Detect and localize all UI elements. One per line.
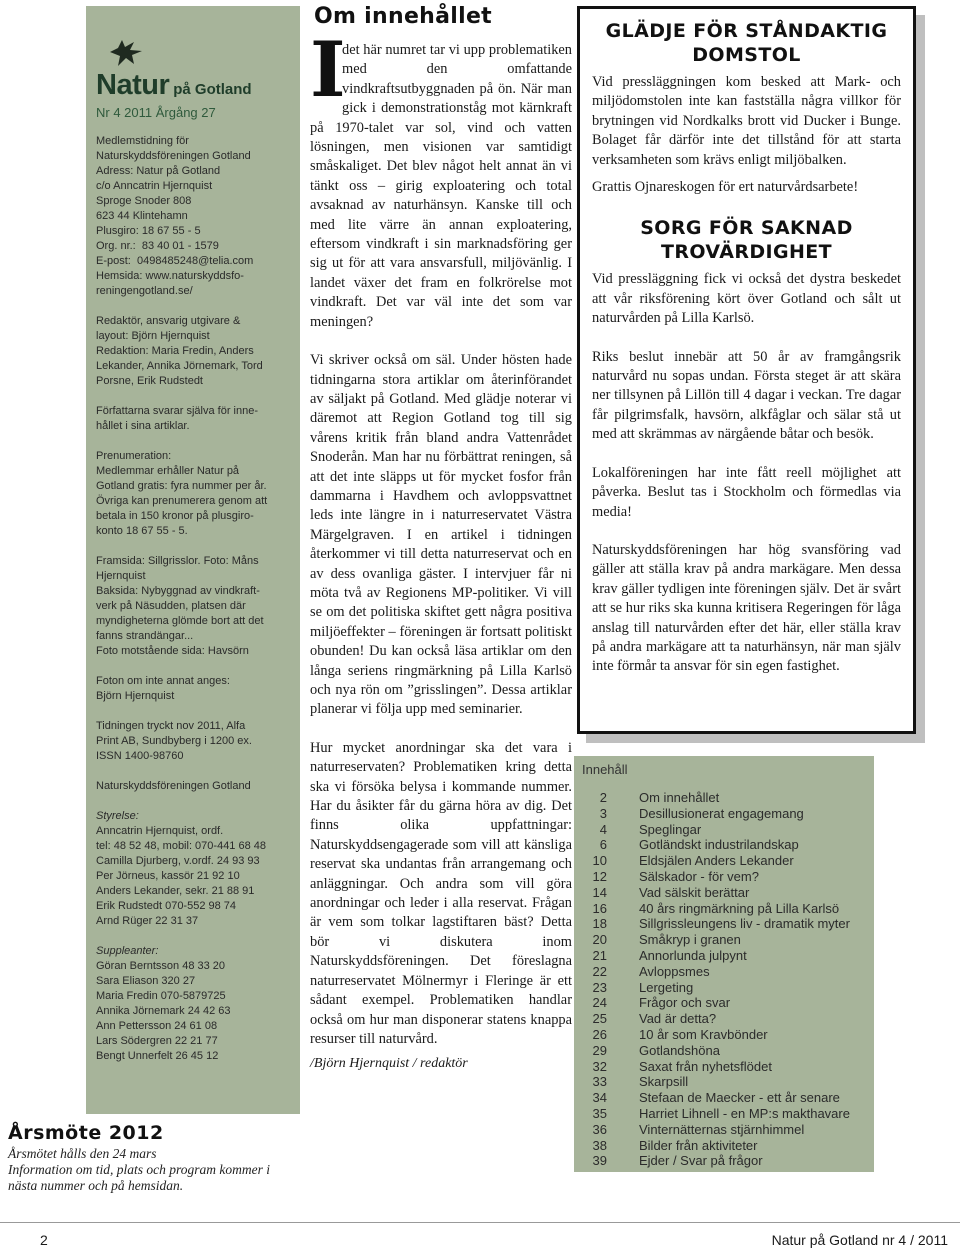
contact-line: Plusgiro: 18 67 55 - 5 xyxy=(96,225,201,237)
masthead-title: Natur xyxy=(96,69,170,101)
toc-item-label: Småkryp i granen xyxy=(639,932,741,948)
toc-item xyxy=(574,790,874,806)
suppleanter-list xyxy=(96,959,290,1064)
toc-item-label: Vinternätternas stjärnhimmel xyxy=(639,1121,805,1137)
prenumeration-line: betala in 150 kronor på plusgiro- xyxy=(96,510,254,522)
toc-item xyxy=(574,964,874,980)
arsmote-text: Årsmötet hålls den 24 mars Information om tid, plats och program kommer i nästa nummer och på hemsidan. xyxy=(8,1146,270,1193)
toc-page-number: 4 xyxy=(599,821,607,837)
prenumeration-line: Medlemmar erhåller Natur på xyxy=(96,465,240,477)
toc-item-label: Om innehållet xyxy=(639,790,720,805)
toc-item-label: Annorlunda julpynt xyxy=(639,947,747,963)
toc-page-number: 35 xyxy=(592,1105,607,1121)
toc-item xyxy=(574,837,874,853)
toc-item-label: Saxat från nyhetsflödet xyxy=(639,1058,772,1074)
photo-credit-line: Baksida: Nybyggnad av vindkraft- xyxy=(96,585,260,597)
toc-item-label: Stefaan de Maecker - ett år senare xyxy=(639,1090,840,1106)
photo-credits-block xyxy=(96,554,290,659)
toc-item-label: 10 år som Kravbönder xyxy=(639,1026,768,1042)
styrelse-member: Anders Lekander, sekr. 21 88 91 xyxy=(96,885,255,897)
suppleanter-label: Suppleanter: xyxy=(96,945,159,957)
issue-line: Nr 4 2011 Årgång 27 xyxy=(96,105,216,120)
toc-item xyxy=(574,1153,874,1169)
photo-default-line: Foton om inte annat anges: xyxy=(96,675,230,687)
toc-page-number: 33 xyxy=(592,1074,607,1090)
toc-page-number: 21 xyxy=(592,947,607,963)
contact-line: Hemsida: www.naturskyddsfo- xyxy=(96,270,244,282)
toc-title: Innehåll xyxy=(582,762,628,777)
photo-credit-line: myndigheterna glömde bort att det xyxy=(96,615,264,627)
authors-note-line: Författarna svarar själva för inne- xyxy=(96,405,259,417)
suppleant-member: Maria Fredin 070-5879725 xyxy=(96,990,226,1002)
contact-line: 623 44 Klintehamn xyxy=(96,210,188,222)
toc-item xyxy=(574,948,874,964)
toc-item xyxy=(574,806,874,822)
toc-page-number: 16 xyxy=(592,900,607,916)
styrelse-label: Styrelse: xyxy=(96,810,139,822)
toc-item-label: Speglingar xyxy=(639,821,702,837)
contact-block xyxy=(96,134,290,299)
toc-item xyxy=(574,901,874,917)
editorial-paragraph-1-text: det här numret tar vi upp problematiken med den omfattande vindkraftsutbyggnaden på ön. När man gick i demonstrationståg mot kärnkraft på 1970-talet var sol, vind och vatten lösningen, men visionen var samtidigt småskaliget. Det blev något helt annat än vi tänkt oss – girig exploatering och total avsaknad av naturhänsyn. Kanske till och med lite värre än annan exploatering, eftersom vindkraft i sin marknadsföring ger sig ut för att vara ansvarsfull, miljövänlig. I landet växer det fram en folkrörelse mot vindkraft. Det var väl inte det som var meningen? xyxy=(310,42,572,330)
toc-item xyxy=(574,1027,874,1043)
toc-page-number: 38 xyxy=(592,1137,607,1153)
prenumeration-line: Gotland gratis: fyra nummer per år. xyxy=(96,480,267,492)
page-number: 2 xyxy=(40,1232,48,1248)
contact-line: Medlemstidning för xyxy=(96,135,189,147)
toc-item-label: 40 års ringmärkning på Lilla Karlsö xyxy=(639,900,840,916)
suppleant-member: Annika Jörnemark 24 42 63 xyxy=(96,1005,231,1017)
suppleant-member: Lars Södergren 22 21 77 xyxy=(96,1035,218,1047)
toc-page-number: 29 xyxy=(592,1042,607,1058)
prenumeration-block xyxy=(96,449,290,539)
suppleant-member: Bengt Unnerfelt 26 45 12 xyxy=(96,1050,219,1062)
toc-item xyxy=(574,932,874,948)
toc-item xyxy=(574,1138,874,1154)
toc-item xyxy=(574,916,874,932)
toc-item xyxy=(574,1011,874,1027)
photo-credit-line: Hjernquist xyxy=(96,570,146,582)
authors-note-line: hållet i sina artiklar. xyxy=(96,420,190,432)
toc-page-number: 3 xyxy=(599,805,607,821)
editorial-paragraph-3: Hur mycket anordningar ska det vara i naturreservaten? Problematiken kring detta ska vi försöka belysa i kommande nummer. Har du åsikter får du gärna höra av dig. Det finns olika uppfattningar: Naturskyddsengagerade som vill att känsliga reservat ska undantas från arrangemang och anläggningar. Och andra som vill göra anordningar och leder i alla reservat. Frågan är vem som tolkar lagstiftaren bäst? Detta bör vi diskutera inom Naturskyddsföreningen. Det föreslagna naturreservatet Mölnermyr i Fleringe är ett sådant exempel. Problematiken handlar också om hur man disponerar statens knappa resurser till naturvård. xyxy=(310,739,572,1047)
footer-publication: Natur på Gotland nr 4 / 2011 xyxy=(771,1232,948,1248)
toc-item xyxy=(574,1043,874,1059)
styrelse-member: tel: 48 52 48, mobil: 070-441 68 48 xyxy=(96,840,267,852)
box-headline-2: SORG FÖR SAKNAD TROVÄRDIGHET xyxy=(640,217,853,264)
suppleant-member: Sara Eliason 320 27 xyxy=(96,975,196,987)
photo-credit-line: fanns strandängar... xyxy=(96,630,194,642)
styrelse-member: Anncatrin Hjernquist, ordf. xyxy=(96,825,224,837)
toc-item-label: Gotlandshöna xyxy=(639,1042,720,1058)
toc-item-label: Desillusionerat engagemang xyxy=(639,805,804,821)
toc-item-label: Eldsjälen Anders Lekander xyxy=(639,853,794,869)
editorial-paragraph-2: Vi skriver också om säl. Under hösten hade tidningarna stora artiklar om återinförandet av säljakt på Gotland. Med glädje noterar vi däremot att Region Gotland tog till sig vårens kritik från bland andra Vattenrådet Snoderån. Man har nu förbättrat reningen, så att det inte släpps ut för mycket fosfor från dammarna i Havdhem och avloppsvattnet leds inte längre in i naturreservatet Västra Märgelgraven. I en artikel i tidningen återkommer vi till detta naturreservat och en av dess ovanliga gäster. I intervjuer får ni möta två av Regionens MP-politiker. Vi vill se om det politiska skiftet gett några positiva miljöeffekter – föreningen är fortsatt politiskt obunden! Du kan också läsa artiklar om den långa seriens ringmärkning på Lilla Karlsö och nya rön om ”grisslingen”. Dessa artiklar planerar vi följa upp med seminarier. xyxy=(310,352,572,718)
printing-line: Print AB, Sundbyberg i 1200 ex. xyxy=(96,735,252,747)
prenumeration-line: Prenumeration: xyxy=(96,450,172,462)
contact-line: Adress: Natur på Gotland xyxy=(96,165,221,177)
arsmote-title: Årsmöte 2012 xyxy=(8,1122,164,1144)
editors-line: Redaktör, ansvarig utgivare & xyxy=(96,315,241,327)
toc-page-number: 32 xyxy=(592,1058,607,1074)
prenumeration-line: Övriga kan prenumerera genom att xyxy=(96,495,268,507)
toc-item-label: Frågor och svar xyxy=(639,995,731,1011)
editors-line: Redaktion: Maria Fredin, Anders xyxy=(96,345,254,357)
toc-page-number: 24 xyxy=(592,995,607,1011)
suppleant-member: Göran Berntsson 48 33 20 xyxy=(96,960,226,972)
masthead-subtitle: på Gotland xyxy=(173,81,252,98)
editorial-column xyxy=(310,4,572,1072)
toc-item-label: Harriet Lihnell - en MP:s makthavare xyxy=(639,1105,850,1121)
bird-logo-icon xyxy=(108,38,144,68)
styrelse-member: Erik Rudstedt 070-552 98 74 xyxy=(96,900,237,912)
toc-item xyxy=(574,1074,874,1090)
news-box xyxy=(577,6,916,734)
toc-item xyxy=(574,869,874,885)
toc-item xyxy=(574,853,874,869)
suppleant-member: Ann Pettersson 24 61 08 xyxy=(96,1020,218,1032)
box-paragraph-5: Naturskyddsföreningen har hög svansföring vad gäller att ställa krav på andra markägare. Men dessa krav gäller tydligen inte föreningen själv. Det är svårt att se hur riks ska kunna kritisera Regeringen för låga anslag till naturvården efter det här, eller ställa krav på andra markägare att ta naturhänsyn, när man själv inte förmår ta ansvar för sin egen fastighet. xyxy=(592,541,901,675)
photo-default-line: Björn Hjernquist xyxy=(96,690,175,702)
toc-item xyxy=(574,1106,874,1122)
toc-item-label: Sälskador - för vem? xyxy=(639,868,759,884)
toc-item-label: Sillgrissleungens liv - dramatik myter xyxy=(639,916,850,932)
arsmote-notice xyxy=(8,1122,300,1194)
toc-page-number: 10 xyxy=(592,853,607,869)
toc-page-number: 25 xyxy=(592,1011,607,1027)
editors-line: layout: Björn Hjernquist xyxy=(96,330,210,342)
toc-item xyxy=(574,980,874,996)
contact-line: Sproge Snoder 808 xyxy=(96,195,192,207)
contact-line: E-post: 0498485248@telia.com xyxy=(96,255,254,267)
toc-page-number: 14 xyxy=(592,884,607,900)
org-name: Naturskyddsföreningen Gotland xyxy=(96,780,251,792)
printing-line: ISSN 1400-98760 xyxy=(96,750,184,762)
box-headline-1: GLÄDJE FÖR STÅNDAKTIG DOMSTOL xyxy=(605,20,888,66)
toc-item-label: Ejder / Svar på frågor xyxy=(639,1153,763,1169)
toc-page-number: 12 xyxy=(592,868,607,884)
toc-page-number: 6 xyxy=(599,837,607,853)
toc-item xyxy=(574,822,874,838)
editorial-signature: /Björn Hjernquist / redaktör xyxy=(310,1056,468,1072)
toc-page-number: 18 xyxy=(592,916,607,932)
box-paragraph-3: Riks beslut innebär att 50 år av framgångsrik naturvård nu sopas undan. Första steget är att skära ner tillsynen på Lillön till 4 dagar i veckan. Tre dagar får pilgrimsfalk, havsörn, alkfåglar och sälar stå ut med att skrämmas av närgående båtar och besök. xyxy=(592,348,901,443)
contact-line: Naturskyddsföreningen Gotland xyxy=(96,150,251,162)
authors-note xyxy=(96,404,290,434)
toc-page-number: 26 xyxy=(592,1026,607,1042)
toc-page-number: 39 xyxy=(592,1153,607,1169)
toc-item xyxy=(574,885,874,901)
toc-item-label: Gotländskt industrilandskap xyxy=(639,837,799,853)
toc-item xyxy=(574,1059,874,1075)
editors-line: Lekander, Annika Jörnemark, Tord xyxy=(96,360,263,372)
editorial-paragraph-1 xyxy=(310,25,572,332)
photo-default-block xyxy=(96,674,290,704)
toc-item xyxy=(574,1090,874,1106)
contact-line: c/o Anncatrin Hjernquist xyxy=(96,180,213,192)
printing-block xyxy=(96,719,290,764)
prenumeration-line: konto 18 67 55 - 5. xyxy=(96,525,188,537)
photo-credit-line: Framsida: Sillgrisslor. Foto: Måns xyxy=(96,555,259,567)
toc-page-number: 2 xyxy=(599,790,607,805)
editors-line: Porsne, Erik Rudstedt xyxy=(96,375,203,387)
toc-list xyxy=(574,790,874,1169)
toc-item-label: Skarpsill xyxy=(639,1074,689,1090)
styrelse-member: Per Jörneus, kassör 21 92 10 xyxy=(96,870,240,882)
toc-item xyxy=(574,1122,874,1138)
toc-item xyxy=(574,995,874,1011)
styrelse-member: Camilla Djurberg, v.ordf. 24 93 93 xyxy=(96,855,260,867)
contact-line: reningengotland.se/ xyxy=(96,285,193,297)
photo-credit-line: Foto motstående sida: Havsörn xyxy=(96,645,249,657)
toc-page-number: 34 xyxy=(592,1090,607,1106)
toc-page-number: 20 xyxy=(592,932,607,948)
box-paragraph-1: Vid pressläggningen kom besked att Mark- och miljödomstolen inte kan fastställa några villkor för brytningen vid Nordkalks brott vid Ducker i Bunge. Bolaget får därför inte det tillstånd för att starta verksamheten som krävs enligt miljöbalken. xyxy=(592,74,901,168)
styrelse-list xyxy=(96,824,290,929)
toc-page-number: 22 xyxy=(592,963,607,979)
styrelse-member: Arnd Rüger 22 31 37 xyxy=(96,915,199,927)
box-paragraph-1b: Grattis Ojnareskogen för ert naturvårdsarbete! xyxy=(592,179,859,196)
photo-credit-line: verk på Näsudden, platsen där xyxy=(96,600,246,612)
footer-rule xyxy=(0,1222,960,1223)
toc-page-number: 36 xyxy=(592,1121,607,1137)
table-of-contents xyxy=(574,756,874,1172)
dropcap: I xyxy=(310,25,346,114)
toc-item-label: Bilder från aktiviteter xyxy=(639,1137,758,1153)
contact-line: Org. nr.: 83 40 01 - 1579 xyxy=(96,240,219,252)
toc-item-label: Vad är detta? xyxy=(639,1011,717,1027)
toc-page-number: 23 xyxy=(592,979,607,995)
colophon-sidebar xyxy=(86,6,300,1114)
box-paragraph-2: Vid pressläggning fick vi också det dystra beskedet att vår riksförening kört över Gotland och sålt ut naturvården på Lilla Karlsö. xyxy=(592,271,901,327)
toc-item-label: Avloppsmes xyxy=(639,963,710,979)
box-paragraph-4: Lokalföreningen har inte fått reell möjlighet att påverka. Beslut tas i Stockholm och förmedlas via media! xyxy=(592,464,901,520)
editors-block xyxy=(96,314,290,389)
printing-line: Tidningen tryckt nov 2011, Alfa xyxy=(96,720,246,732)
toc-item-label: Vad sälskit berättar xyxy=(639,884,750,900)
masthead xyxy=(96,69,290,101)
toc-item-label: Lergeting xyxy=(639,979,694,995)
editorial-title: Om innehållet xyxy=(314,4,492,29)
